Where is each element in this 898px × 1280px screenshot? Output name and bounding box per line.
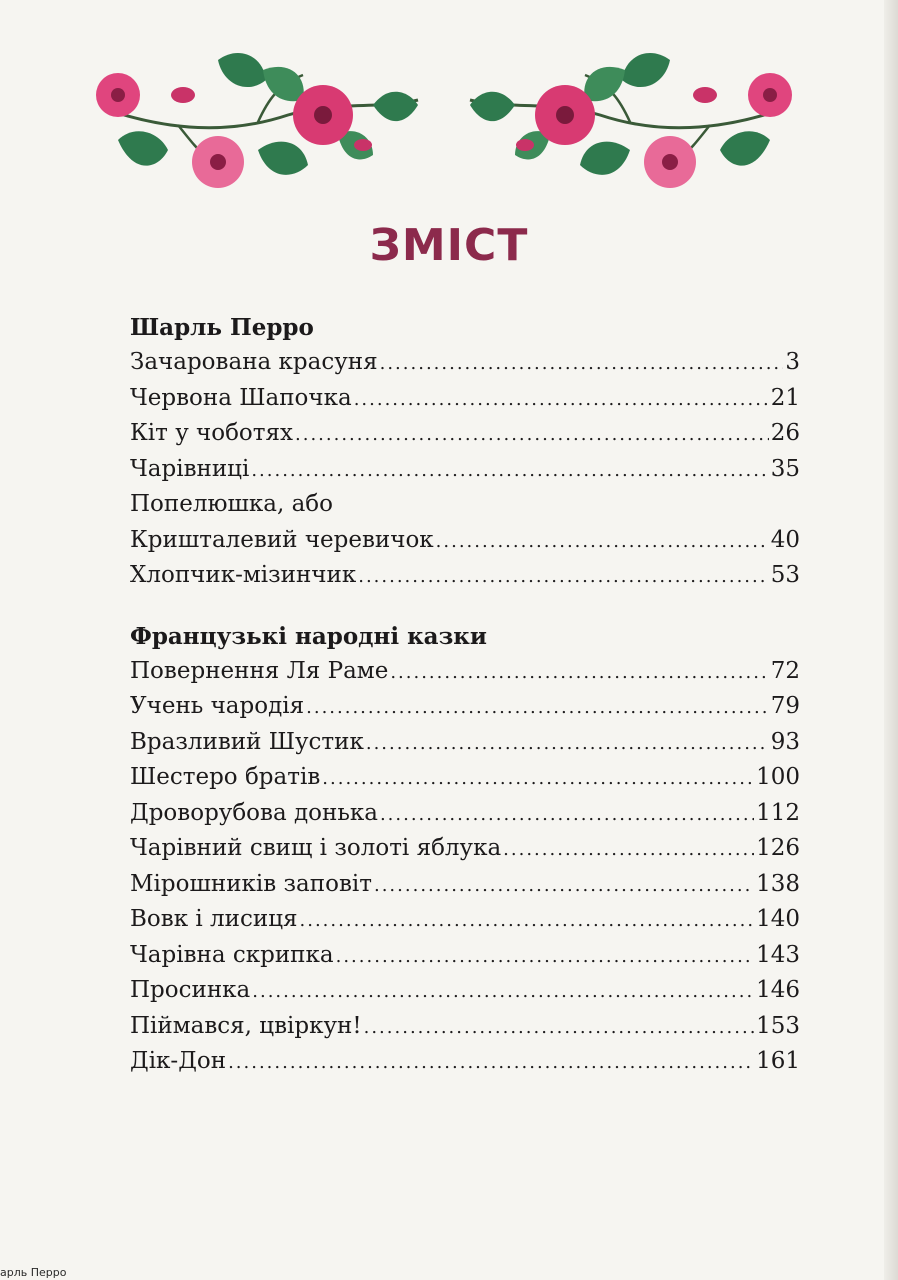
dot-leader xyxy=(380,346,784,382)
toc-entry[interactable] xyxy=(130,654,800,690)
page-number: 53 xyxy=(770,562,800,588)
page-number: 79 xyxy=(770,693,800,719)
toc-entry[interactable] xyxy=(130,796,800,832)
page-number: 146 xyxy=(756,977,800,1003)
entry-title: Дік-Дон xyxy=(130,1048,227,1074)
toc-entry[interactable] xyxy=(130,867,800,903)
toc-entry[interactable] xyxy=(130,1009,800,1045)
section-charles-perrault xyxy=(130,310,800,594)
page-number: 35 xyxy=(770,455,800,482)
running-footer: арль Перро xyxy=(0,1266,67,1279)
entry-title: Вовк і лисиця xyxy=(130,906,298,932)
page-number: 40 xyxy=(770,526,800,553)
page-number: 72 xyxy=(770,657,800,684)
dot-leader xyxy=(306,690,769,726)
entry-title: Чарівний свищ і золоті яблука xyxy=(130,835,502,861)
toc-entry[interactable] xyxy=(130,487,800,558)
page-number: 138 xyxy=(756,870,800,897)
page-number: 161 xyxy=(756,1048,800,1074)
entry-title: Шестеро братів xyxy=(130,764,321,790)
dot-leader xyxy=(252,974,754,1010)
entry-title: Піймався, цвіркун! xyxy=(130,1012,362,1039)
dot-leader xyxy=(358,559,769,595)
entry-title: Червона Шапочка xyxy=(130,384,352,411)
toc-entry[interactable] xyxy=(130,452,800,488)
dot-leader xyxy=(336,939,754,975)
page-number: 3 xyxy=(785,349,800,375)
entry-title: Зачарована красуня xyxy=(130,349,378,375)
toc-entry[interactable] xyxy=(130,973,800,1009)
floral-ornament-icon xyxy=(88,40,800,205)
page-number: 26 xyxy=(770,420,800,446)
page-title: ЗМІСТ xyxy=(369,220,529,271)
dot-leader xyxy=(364,1010,754,1046)
dot-leader xyxy=(374,868,754,904)
toc-entry[interactable] xyxy=(130,760,800,796)
section-heading: Французькі народні казки xyxy=(130,622,487,650)
dot-leader xyxy=(380,797,754,833)
toc-entry[interactable] xyxy=(130,1044,800,1080)
page-number: 100 xyxy=(756,764,800,790)
page-number: 112 xyxy=(756,799,800,826)
page-edge xyxy=(884,0,898,1280)
entry-title: Мірошників заповіт xyxy=(130,870,372,897)
entry-title: Вразливий Шустик xyxy=(130,728,364,755)
entry-title: Чарівна скрипка xyxy=(130,941,334,968)
page-number: 93 xyxy=(770,728,800,755)
dot-leader xyxy=(436,524,769,560)
entry-title: Повернення Ля Раме xyxy=(130,657,389,684)
toc-entry[interactable] xyxy=(130,831,800,867)
entry-title: Чарівниці xyxy=(130,455,250,482)
dot-leader xyxy=(354,382,769,418)
dot-leader xyxy=(295,417,769,453)
toc-entry[interactable] xyxy=(130,725,800,761)
dot-leader xyxy=(366,726,769,762)
entry-title-line2: Кришталевий черевичок xyxy=(130,526,434,553)
entry-title: Хлопчик-мізинчик xyxy=(130,562,357,588)
entry-title-line1: Попелюшка, або xyxy=(130,491,333,517)
dot-leader xyxy=(322,761,754,797)
dot-leader xyxy=(390,655,768,691)
page-number: 140 xyxy=(756,906,800,932)
toc-entry[interactable] xyxy=(130,938,800,974)
dot-leader xyxy=(228,1045,754,1081)
entry-title: Учень чародія xyxy=(130,693,305,719)
entry-title: Кіт у чоботях xyxy=(130,420,293,446)
toc-entry[interactable] xyxy=(130,381,800,417)
table-of-contents xyxy=(130,310,800,1105)
page-number: 21 xyxy=(770,384,800,411)
page-number: 153 xyxy=(756,1012,800,1039)
toc-entry[interactable] xyxy=(130,558,800,594)
toc-entry[interactable] xyxy=(130,689,800,725)
dot-leader xyxy=(503,832,754,868)
section-heading: Шарль Перро xyxy=(130,314,314,341)
toc-entry[interactable] xyxy=(130,345,800,381)
dot-leader xyxy=(251,453,768,489)
toc-entry[interactable] xyxy=(130,902,800,938)
section-french-folk-tales xyxy=(130,619,800,1080)
entry-title: Просинка xyxy=(130,977,251,1003)
toc-entry[interactable] xyxy=(130,416,800,452)
page-number: 126 xyxy=(756,835,800,861)
page-number: 143 xyxy=(756,941,800,968)
entry-title: Дроворубова донька xyxy=(130,799,378,826)
dot-leader xyxy=(300,903,755,939)
